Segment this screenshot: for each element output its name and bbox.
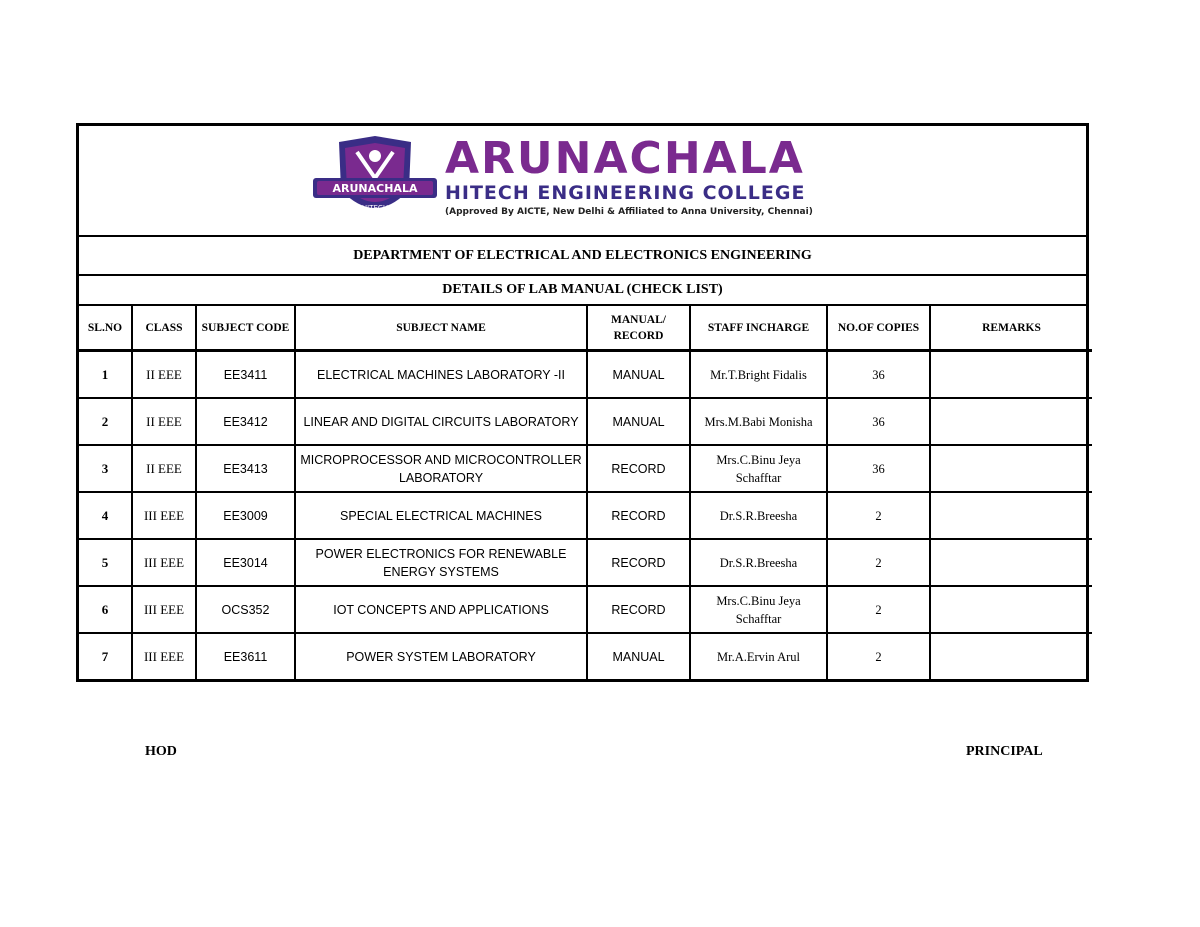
cell-subject-code: EE3411 <box>196 351 295 399</box>
cell-staff: Mrs.C.Binu Jeya Schafftar <box>690 445 827 492</box>
table-header-row <box>79 306 1092 351</box>
cell-copies: 36 <box>827 398 930 445</box>
college-crest-icon <box>313 134 437 226</box>
table-row <box>79 445 1092 492</box>
cell-slno: 4 <box>79 492 132 539</box>
cell-staff: Mr.A.Ervin Arul <box>690 633 827 679</box>
cell-staff: Mrs.C.Binu Jeya Schafftar <box>690 586 827 633</box>
cell-remarks <box>930 633 1092 679</box>
cell-class: II EEE <box>132 445 196 492</box>
cell-manual-record: MANUAL <box>587 398 690 445</box>
table-row <box>79 633 1092 679</box>
cell-class: III EEE <box>132 492 196 539</box>
col-header-copies: NO.OF COPIES <box>827 306 930 351</box>
department-title: DEPARTMENT OF ELECTRICAL AND ELECTRONICS ENGINEERING <box>79 237 1086 276</box>
cell-remarks <box>930 586 1092 633</box>
cell-manual-record: RECORD <box>587 586 690 633</box>
cell-staff: Mrs.M.Babi Monisha <box>690 398 827 445</box>
cell-manual-record: RECORD <box>587 445 690 492</box>
cell-copies: 2 <box>827 633 930 679</box>
cell-copies: 36 <box>827 445 930 492</box>
cell-slno: 3 <box>79 445 132 492</box>
college-name-block <box>445 133 813 219</box>
hod-signature-label: HOD <box>145 744 177 759</box>
cell-copies: 36 <box>827 351 930 399</box>
cell-slno: 2 <box>79 398 132 445</box>
cell-manual-record: RECORD <box>587 492 690 539</box>
cell-manual-record: MANUAL <box>587 633 690 679</box>
table-row <box>79 586 1092 633</box>
cell-remarks <box>930 539 1092 586</box>
table-row <box>79 351 1092 399</box>
col-header-subject-name: SUBJECT NAME <box>295 306 587 351</box>
principal-signature-label: PRINCIPAL <box>966 744 1043 759</box>
col-header-staff: STAFF INCHARGE <box>690 306 827 351</box>
cell-staff: Dr.S.R.Breesha <box>690 539 827 586</box>
cell-staff: Mr.T.Bright Fidalis <box>690 351 827 399</box>
cell-remarks <box>930 398 1092 445</box>
college-header <box>79 126 1086 237</box>
brand-name: ARUNACHALA <box>445 133 805 184</box>
cell-subject-code: EE3009 <box>196 492 295 539</box>
cell-class: III EEE <box>132 586 196 633</box>
cell-subject-name: IOT CONCEPTS AND APPLICATIONS <box>295 586 587 633</box>
cell-subject-name: POWER ELECTRONICS FOR RENEWABLE ENERGY SYSTEMS <box>295 539 587 586</box>
cell-slno: 5 <box>79 539 132 586</box>
cell-subject-name: SPECIAL ELECTRICAL MACHINES <box>295 492 587 539</box>
cell-manual-record: MANUAL <box>587 351 690 399</box>
table-row <box>79 539 1092 586</box>
cell-copies: 2 <box>827 586 930 633</box>
cell-remarks <box>930 351 1092 399</box>
cell-subject-code: EE3413 <box>196 445 295 492</box>
col-header-remarks: REMARKS <box>930 306 1092 351</box>
cell-copies: 2 <box>827 539 930 586</box>
checklist-sheet <box>76 123 1089 682</box>
cell-subject-name: LINEAR AND DIGITAL CIRCUITS LABORATORY <box>295 398 587 445</box>
crest-banner-text: ARUNACHALA <box>332 182 418 195</box>
col-header-slno: SL.NO <box>79 306 132 351</box>
cell-class: III EEE <box>132 539 196 586</box>
table-row <box>79 492 1092 539</box>
college-name: HITECH ENGINEERING COLLEGE <box>445 182 806 204</box>
lab-manual-table <box>79 306 1092 679</box>
cell-subject-code: EE3611 <box>196 633 295 679</box>
table-row <box>79 398 1092 445</box>
cell-remarks <box>930 492 1092 539</box>
col-header-subject-code: SUBJECT CODE <box>196 306 295 351</box>
cell-slno: 1 <box>79 351 132 399</box>
cell-subject-name: POWER SYSTEM LABORATORY <box>295 633 587 679</box>
approval-note: (Approved By AICTE, New Delhi & Affiliated to Anna University, Chennai) <box>445 207 813 217</box>
col-header-manual-record: MANUAL/ RECORD <box>587 306 690 351</box>
cell-subject-name: MICROPROCESSOR AND MICROCONTROLLER LABORATORY <box>295 445 587 492</box>
cell-copies: 2 <box>827 492 930 539</box>
cell-subject-code: EE3412 <box>196 398 295 445</box>
cell-slno: 7 <box>79 633 132 679</box>
cell-class: II EEE <box>132 398 196 445</box>
crest-subtext: HITECH <box>361 204 389 212</box>
cell-remarks <box>930 445 1092 492</box>
college-logo <box>313 134 813 226</box>
cell-slno: 6 <box>79 586 132 633</box>
cell-subject-code: OCS352 <box>196 586 295 633</box>
cell-manual-record: RECORD <box>587 539 690 586</box>
cell-subject-code: EE3014 <box>196 539 295 586</box>
cell-class: III EEE <box>132 633 196 679</box>
document-title: DETAILS OF LAB MANUAL (CHECK LIST) <box>79 276 1086 306</box>
cell-class: II EEE <box>132 351 196 399</box>
col-header-class: CLASS <box>132 306 196 351</box>
cell-staff: Dr.S.R.Breesha <box>690 492 827 539</box>
cell-subject-name: ELECTRICAL MACHINES LABORATORY -II <box>295 351 587 399</box>
